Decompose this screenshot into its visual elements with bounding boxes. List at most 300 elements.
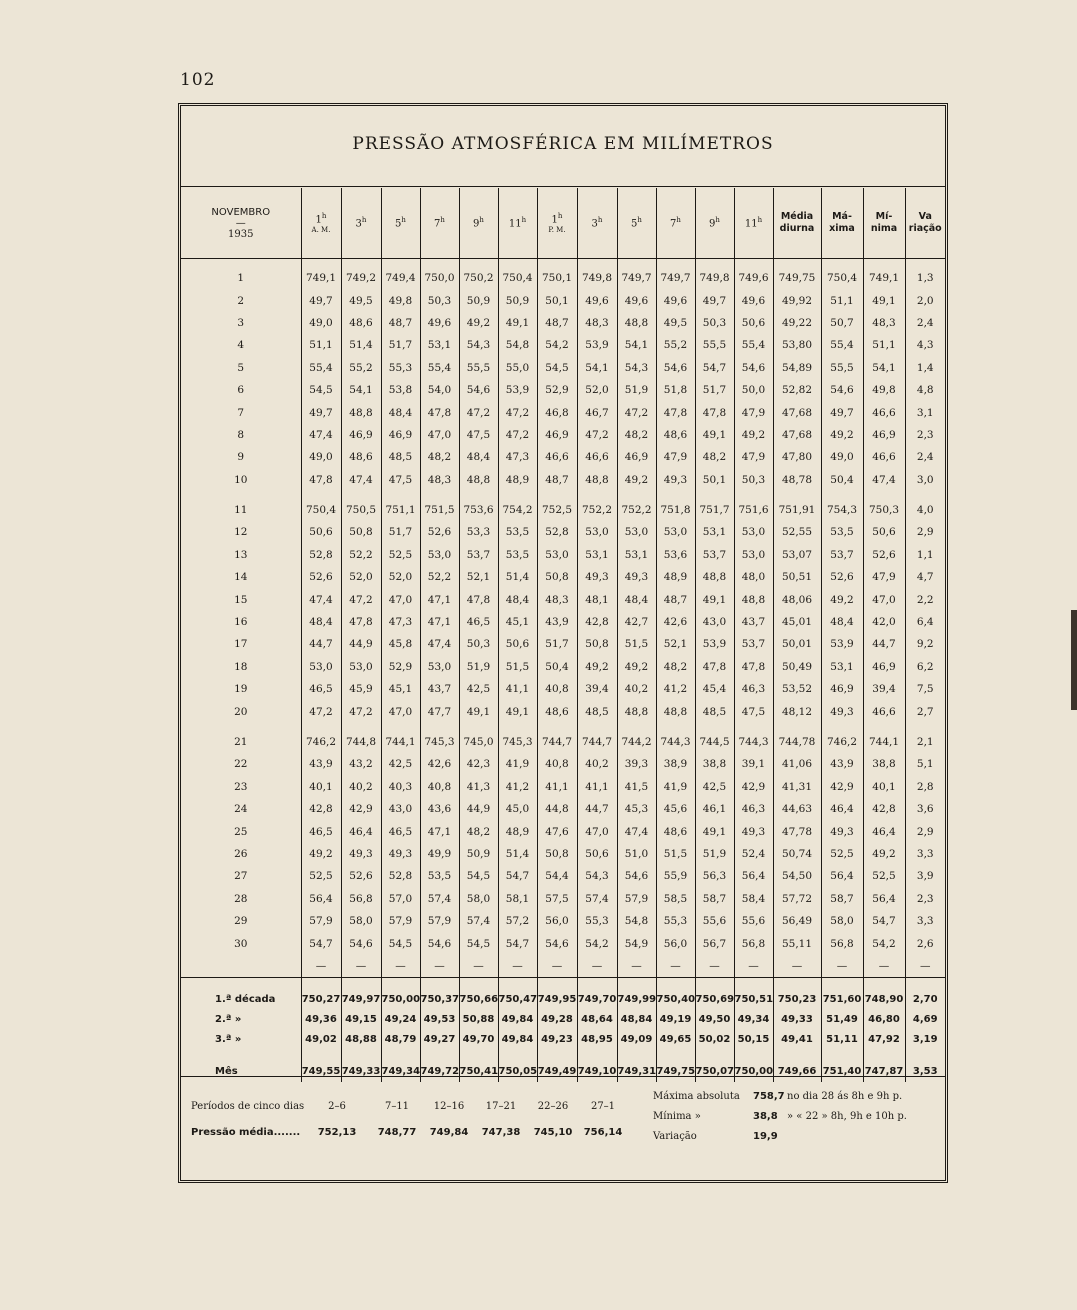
- value-cell: 750,4: [821, 267, 863, 289]
- month-header: NOVEMBRO — 1935: [181, 188, 301, 259]
- value-cell: 49,3: [577, 566, 617, 588]
- value-cell: 56,4: [301, 888, 341, 910]
- value-cell: 49,8: [381, 289, 420, 311]
- value-cell: 47,2: [341, 700, 381, 722]
- value-cell: 48,4: [459, 446, 498, 468]
- value-cell: 50,6: [577, 843, 617, 865]
- value-cell: 5,1: [905, 753, 945, 775]
- value-cell: 58,5: [656, 888, 695, 910]
- value-cell: 46,9: [863, 424, 905, 446]
- summary-value: 750,66: [459, 990, 498, 1010]
- day-cell: 24: [234, 803, 248, 816]
- value-cell: 48,9: [498, 820, 537, 842]
- value-cell: 751,1: [381, 499, 420, 521]
- value-cell: 49,0: [821, 446, 863, 468]
- value-cell: 46,7: [577, 401, 617, 423]
- pressure-mean-value: 745,10: [533, 1127, 573, 1138]
- value-cell: 51,8: [656, 379, 695, 401]
- value-cell: 46,6: [863, 401, 905, 423]
- value-cell: 48,0: [734, 566, 773, 588]
- day-cell: 13: [234, 548, 248, 561]
- summary-value: 48,84: [617, 1010, 656, 1030]
- value-cell: 3,3: [905, 843, 945, 865]
- summary-value: 49,84: [498, 1030, 537, 1050]
- value-cell: 47,8: [459, 588, 498, 610]
- value-cell: 54,7: [695, 357, 734, 379]
- hour-header: 1$^h$ P. M.: [537, 188, 577, 259]
- value-cell: 56,0: [537, 910, 577, 932]
- pressure-mean-label: Pressão média.......: [191, 1127, 301, 1138]
- value-cell: 751,5: [420, 499, 459, 521]
- value-cell: 749,8: [695, 267, 734, 289]
- value-cell: 49,6: [577, 289, 617, 311]
- value-cell: 48,8: [577, 469, 617, 491]
- value-cell: 43,7: [734, 611, 773, 633]
- summary-value: 49,09: [617, 1030, 656, 1050]
- value-cell: 55,5: [459, 357, 498, 379]
- value-cell: 53,0: [734, 544, 773, 566]
- value-cell: 46,9: [821, 678, 863, 700]
- value-cell: 53,0: [420, 544, 459, 566]
- dash-cell: —: [301, 955, 341, 978]
- pressure-mean-value: 748,77: [377, 1127, 417, 1138]
- value-cell: 53,9: [821, 633, 863, 655]
- value-cell: 52,5: [301, 865, 341, 887]
- table-body: [181, 259, 945, 1082]
- value-cell: 42,5: [381, 753, 420, 775]
- value-cell: 46,4: [821, 798, 863, 820]
- day-row: [181, 424, 945, 446]
- value-cell: 55,6: [695, 910, 734, 932]
- summary-value: 49,19: [656, 1010, 695, 1030]
- value-cell: 54,7: [498, 932, 537, 954]
- value-cell: 42,9: [821, 776, 863, 798]
- value-cell: 54,6: [420, 932, 459, 954]
- value-cell: 46,4: [863, 820, 905, 842]
- value-cell: 52,9: [381, 656, 420, 678]
- value-cell: 40,8: [537, 678, 577, 700]
- value-cell: 51,0: [617, 843, 656, 865]
- value-cell: 749,6: [734, 267, 773, 289]
- dash-cell: —: [773, 955, 821, 978]
- value-cell: 52,0: [381, 566, 420, 588]
- value-cell: 744,1: [381, 731, 420, 753]
- value-cell: 42,8: [577, 611, 617, 633]
- page-title: PRESSÃO ATMOSFÉRICA EM MILÍMETROS: [352, 134, 774, 154]
- value-cell: 47,4: [863, 469, 905, 491]
- value-cell: 48,2: [617, 424, 656, 446]
- value-cell: 49,1: [863, 289, 905, 311]
- summary-value: 750,41: [459, 1062, 498, 1082]
- value-cell: 49,3: [656, 469, 695, 491]
- value-cell: 49,2: [734, 424, 773, 446]
- value-cell: 53,8: [381, 379, 420, 401]
- value-cell: 54,6: [459, 379, 498, 401]
- summary-value: 749,95: [537, 990, 577, 1010]
- value-cell: 53,0: [734, 521, 773, 543]
- value-cell: 48,7: [537, 312, 577, 334]
- value-cell: 48,3: [577, 312, 617, 334]
- value-cell: 46,9: [537, 424, 577, 446]
- value-cell: 56,8: [734, 932, 773, 954]
- value-cell: 52,6: [821, 566, 863, 588]
- value-cell: 51,4: [341, 334, 381, 356]
- value-cell: 51,9: [459, 656, 498, 678]
- value-cell: 50,4: [537, 656, 577, 678]
- value-cell: 51,7: [381, 334, 420, 356]
- summary-value: 751,40: [821, 1062, 863, 1082]
- value-cell: 45,01: [773, 611, 821, 633]
- value-cell: 53,7: [695, 544, 734, 566]
- value-cell: 53,07: [773, 544, 821, 566]
- value-cell: 47,5: [734, 700, 773, 722]
- value-cell: 57,4: [420, 888, 459, 910]
- value-cell: 50,1: [695, 469, 734, 491]
- value-cell: 53,5: [498, 544, 537, 566]
- value-cell: 49,2: [863, 843, 905, 865]
- value-cell: 1,4: [905, 357, 945, 379]
- value-cell: 57,2: [498, 910, 537, 932]
- value-cell: 40,1: [863, 776, 905, 798]
- summary-value: 51,11: [821, 1030, 863, 1050]
- value-cell: 49,2: [821, 424, 863, 446]
- day-row: [181, 611, 945, 633]
- value-cell: 47,1: [420, 611, 459, 633]
- value-cell: 49,1: [498, 312, 537, 334]
- value-cell: 48,1: [577, 588, 617, 610]
- value-cell: 41,1: [498, 678, 537, 700]
- value-cell: 52,0: [577, 379, 617, 401]
- summary-value: 51,49: [821, 1010, 863, 1030]
- value-cell: 47,9: [734, 401, 773, 423]
- period-item: 27–1: [590, 1101, 616, 1112]
- day-cell: 1: [237, 272, 245, 285]
- value-cell: 45,8: [381, 633, 420, 655]
- mean-header: Média diurna: [773, 188, 821, 259]
- day-cell: 3: [237, 316, 245, 329]
- value-cell: 3,9: [905, 865, 945, 887]
- value-cell: 54,2: [863, 932, 905, 954]
- summary-row: [181, 1010, 945, 1030]
- value-cell: 49,9: [420, 843, 459, 865]
- day-cell: 8: [237, 428, 245, 441]
- value-cell: 2,6: [905, 932, 945, 954]
- value-cell: 4,3: [905, 334, 945, 356]
- value-cell: 54,2: [537, 334, 577, 356]
- value-cell: 2,3: [905, 888, 945, 910]
- value-cell: 49,3: [821, 820, 863, 842]
- summary-value: 749,33: [341, 1062, 381, 1082]
- value-cell: 40,2: [341, 776, 381, 798]
- value-cell: 49,2: [577, 656, 617, 678]
- summary-label: 2.ª »: [215, 1014, 242, 1026]
- value-cell: 49,1: [695, 424, 734, 446]
- dash-cell: —: [537, 955, 577, 978]
- value-cell: 4,0: [905, 499, 945, 521]
- value-cell: 56,8: [341, 888, 381, 910]
- summary-value: 749,34: [381, 1062, 420, 1082]
- day-row: [181, 656, 945, 678]
- value-cell: 49,6: [420, 312, 459, 334]
- value-cell: 46,3: [734, 798, 773, 820]
- dash-cell: —: [734, 955, 773, 978]
- value-cell: 52,5: [821, 843, 863, 865]
- value-cell: 53,0: [656, 521, 695, 543]
- value-cell: 52,8: [537, 521, 577, 543]
- value-cell: 47,0: [381, 700, 420, 722]
- value-cell: 42,6: [656, 611, 695, 633]
- pressure-mean-row: [191, 1127, 631, 1153]
- value-cell: 41,5: [617, 776, 656, 798]
- value-cell: 53,52: [773, 678, 821, 700]
- day-cell: 15: [234, 593, 248, 606]
- day-cell: 25: [234, 825, 248, 838]
- value-cell: 47,5: [381, 469, 420, 491]
- value-cell: 750,4: [498, 267, 537, 289]
- value-cell: 49,3: [381, 843, 420, 865]
- value-cell: 47,8: [734, 656, 773, 678]
- value-cell: 49,2: [459, 312, 498, 334]
- value-cell: 48,7: [381, 312, 420, 334]
- hour-header: 7$^h$: [420, 188, 459, 259]
- hour-header: 1$^h$ A. M.: [301, 188, 341, 259]
- summary-value: 49,65: [656, 1030, 695, 1050]
- value-cell: 49,7: [695, 289, 734, 311]
- spacer-row: [181, 491, 945, 499]
- day-row: [181, 888, 945, 910]
- value-cell: 750,4: [301, 499, 341, 521]
- value-cell: 54,0: [420, 379, 459, 401]
- value-cell: 44,7: [863, 633, 905, 655]
- value-cell: 52,8: [381, 865, 420, 887]
- value-cell: 46,6: [863, 700, 905, 722]
- day-cell: 22: [234, 758, 248, 771]
- value-cell: 1,1: [905, 544, 945, 566]
- value-cell: 54,3: [459, 334, 498, 356]
- value-cell: 54,5: [537, 357, 577, 379]
- value-cell: 54,6: [537, 932, 577, 954]
- value-cell: 54,7: [863, 910, 905, 932]
- value-cell: 48,6: [341, 312, 381, 334]
- value-cell: 47,2: [301, 700, 341, 722]
- value-cell: 40,2: [577, 753, 617, 775]
- summary-row: [181, 1030, 945, 1050]
- value-cell: 749,4: [381, 267, 420, 289]
- value-cell: 54,1: [617, 334, 656, 356]
- value-cell: 49,6: [617, 289, 656, 311]
- value-cell: 58,1: [498, 888, 537, 910]
- value-cell: 48,6: [656, 820, 695, 842]
- summary-value: 747,87: [863, 1062, 905, 1082]
- min-header: Mí- nima: [863, 188, 905, 259]
- day-row: [181, 678, 945, 700]
- value-cell: 41,2: [498, 776, 537, 798]
- dash-cell: —: [498, 955, 537, 978]
- hour-header: 5$^h$: [381, 188, 420, 259]
- value-cell: 38,8: [863, 753, 905, 775]
- value-cell: 47,2: [498, 424, 537, 446]
- summary-value: 3,19: [905, 1030, 945, 1050]
- summary-divider: [181, 977, 945, 990]
- value-cell: 49,3: [617, 566, 656, 588]
- value-cell: 49,1: [695, 820, 734, 842]
- summary-value: 750,69: [695, 990, 734, 1010]
- value-cell: 45,6: [656, 798, 695, 820]
- value-cell: 54,6: [341, 932, 381, 954]
- day-cell: 26: [234, 847, 248, 860]
- value-cell: 51,4: [498, 843, 537, 865]
- five-day-periods: [191, 1101, 631, 1153]
- value-cell: 50,3: [734, 469, 773, 491]
- summary-value: 749,10: [577, 1062, 617, 1082]
- value-cell: 53,3: [459, 521, 498, 543]
- periods-label: Períodos de cinco dias: [191, 1101, 305, 1112]
- value-cell: 744,7: [537, 731, 577, 753]
- value-cell: 749,8: [577, 267, 617, 289]
- dash-cell: —: [420, 955, 459, 978]
- value-cell: 749,1: [863, 267, 905, 289]
- summary-value: 49,23: [537, 1030, 577, 1050]
- value-cell: 744,1: [863, 731, 905, 753]
- summary-value: 49,15: [341, 1010, 381, 1030]
- summary-value: 750,23: [773, 990, 821, 1010]
- value-cell: 749,75: [773, 267, 821, 289]
- value-cell: 744,5: [695, 731, 734, 753]
- summary-label: Mês: [215, 1066, 238, 1078]
- day-cell: 4: [237, 339, 245, 352]
- value-cell: 57,9: [301, 910, 341, 932]
- value-cell: 48,3: [420, 469, 459, 491]
- value-cell: 43,6: [420, 798, 459, 820]
- summary-value: 750,51: [734, 990, 773, 1010]
- summary-value: 48,95: [577, 1030, 617, 1050]
- day-cell: 30: [234, 937, 248, 950]
- absolute-max-row: Máxima absoluta 758,7 no dia 28 ás 8h e 9h p.: [653, 1091, 903, 1102]
- value-cell: 57,0: [381, 888, 420, 910]
- day-cell: 9: [237, 451, 245, 464]
- summary-value: 47,92: [863, 1030, 905, 1050]
- value-cell: 751,91: [773, 499, 821, 521]
- value-cell: 38,9: [656, 753, 695, 775]
- value-cell: 54,1: [341, 379, 381, 401]
- summary-value: 4,69: [905, 1010, 945, 1030]
- summary-value: 48,79: [381, 1030, 420, 1050]
- dash-row: [181, 955, 945, 978]
- day-row: [181, 289, 945, 311]
- value-cell: 41,9: [498, 753, 537, 775]
- value-cell: 46,9: [381, 424, 420, 446]
- value-cell: 48,7: [656, 588, 695, 610]
- value-cell: 39,4: [863, 678, 905, 700]
- value-cell: 48,8: [617, 312, 656, 334]
- table-frame: [178, 103, 948, 1183]
- value-cell: 49,7: [301, 401, 341, 423]
- value-cell: 49,2: [821, 588, 863, 610]
- summary-value: 749,31: [617, 1062, 656, 1082]
- value-cell: 48,3: [863, 312, 905, 334]
- value-cell: 55,5: [821, 357, 863, 379]
- day-row: [181, 843, 945, 865]
- value-cell: 54,6: [734, 357, 773, 379]
- day-cell: 5: [237, 361, 245, 374]
- value-cell: 746,2: [301, 731, 341, 753]
- value-cell: 752,2: [577, 499, 617, 521]
- absolute-min-row: Mínima » 38,8 » « 22 » 8h, 9h e 10h p.: [653, 1111, 907, 1122]
- day-cell: 28: [234, 892, 248, 905]
- summary-value: 750,00: [381, 990, 420, 1010]
- value-cell: 51,9: [617, 379, 656, 401]
- summary-value: 749,97: [341, 990, 381, 1010]
- value-cell: 55,3: [381, 357, 420, 379]
- value-cell: 52,2: [341, 544, 381, 566]
- value-cell: 54,5: [459, 865, 498, 887]
- summary-value: 49,27: [420, 1030, 459, 1050]
- value-cell: 49,1: [695, 588, 734, 610]
- value-cell: 48,9: [656, 566, 695, 588]
- value-cell: 50,51: [773, 566, 821, 588]
- value-cell: 48,78: [773, 469, 821, 491]
- value-cell: 2,2: [905, 588, 945, 610]
- value-cell: 49,0: [301, 312, 341, 334]
- value-cell: 55,4: [420, 357, 459, 379]
- value-cell: 48,4: [301, 611, 341, 633]
- dash-cell: —: [656, 955, 695, 978]
- value-cell: 47,2: [617, 401, 656, 423]
- value-cell: 45,3: [617, 798, 656, 820]
- value-cell: 49,5: [341, 289, 381, 311]
- value-cell: 55,3: [577, 910, 617, 932]
- summary-value: 49,84: [498, 1010, 537, 1030]
- value-cell: 41,06: [773, 753, 821, 775]
- title-divider: [181, 186, 945, 187]
- value-cell: 48,8: [459, 469, 498, 491]
- value-cell: 2,3: [905, 424, 945, 446]
- summary-label: 1.ª década: [215, 994, 276, 1006]
- summary-value: 49,36: [301, 1010, 341, 1030]
- value-cell: 53,0: [617, 521, 656, 543]
- value-cell: 46,1: [695, 798, 734, 820]
- value-cell: 43,0: [381, 798, 420, 820]
- value-cell: 46,5: [459, 611, 498, 633]
- hour-header: 5$^h$: [617, 188, 656, 259]
- value-cell: 39,3: [617, 753, 656, 775]
- value-cell: 47,9: [656, 446, 695, 468]
- value-cell: 46,5: [381, 820, 420, 842]
- dash-cell: —: [863, 955, 905, 978]
- summary-value: 49,70: [459, 1030, 498, 1050]
- value-cell: 2,4: [905, 312, 945, 334]
- value-cell: 47,1: [420, 588, 459, 610]
- value-cell: 48,5: [381, 446, 420, 468]
- summary-value: 49,53: [420, 1010, 459, 1030]
- day-row: [181, 401, 945, 423]
- value-cell: 745,0: [459, 731, 498, 753]
- value-cell: 48,5: [577, 700, 617, 722]
- max-header: Má- xima: [821, 188, 863, 259]
- period-item: 22–26: [537, 1101, 569, 1112]
- dash-cell: —: [577, 955, 617, 978]
- value-cell: 41,3: [459, 776, 498, 798]
- summary-value: 49,34: [734, 1010, 773, 1030]
- value-cell: 49,8: [863, 379, 905, 401]
- day-row: [181, 379, 945, 401]
- value-cell: 53,7: [734, 633, 773, 655]
- value-cell: 47,68: [773, 424, 821, 446]
- value-cell: 54,5: [459, 932, 498, 954]
- value-cell: 47,8: [301, 469, 341, 491]
- value-cell: 52,0: [341, 566, 381, 588]
- value-cell: 750,5: [341, 499, 381, 521]
